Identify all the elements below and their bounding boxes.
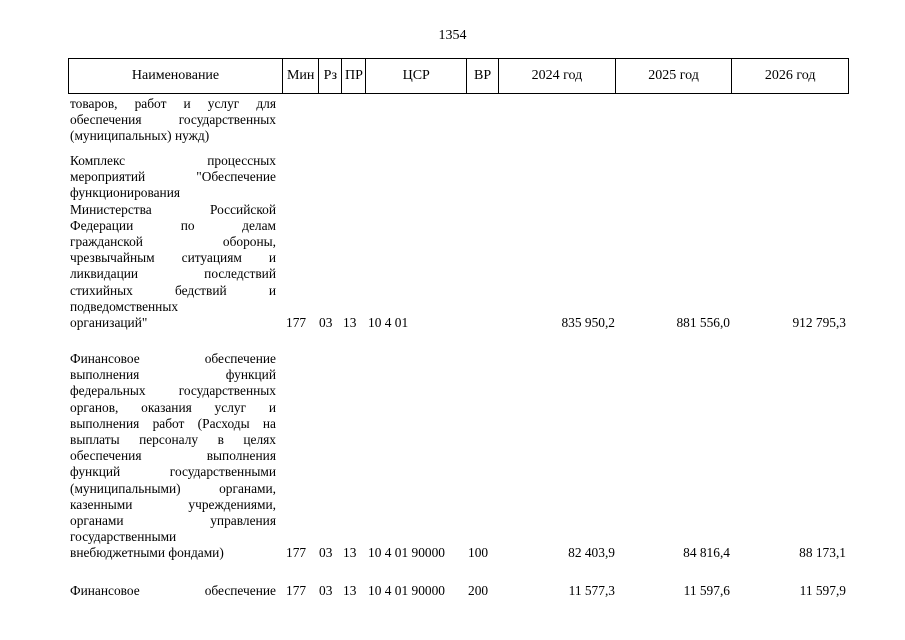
row-2025: 11 597,6 — [683, 583, 730, 598]
row-2024: 11 577,3 — [568, 583, 615, 598]
row-name-line: Комплекс процессных — [70, 153, 276, 168]
row-name-line: стихийных бедствий и — [70, 282, 276, 298]
row-name-line: Федерации по делам — [70, 217, 276, 233]
row-2025: 84 816,4 — [683, 545, 730, 561]
row-pr: 13 — [343, 315, 357, 330]
header-2025: 2025 год — [615, 59, 732, 94]
row-name-line: выполнения работ (Расходы на — [70, 415, 276, 431]
row-2024: 835 950,2 — [561, 315, 615, 330]
row-pr: 13 — [343, 583, 357, 598]
table-header — [68, 58, 849, 94]
row-name — [70, 583, 276, 599]
row-name — [70, 351, 276, 561]
row-2026: 11 597,9 — [799, 583, 846, 598]
row-name-line: государственными — [70, 529, 177, 545]
row-name-line: Финансовое обеспечение — [70, 583, 276, 598]
row-csr: 10 4 01 — [368, 315, 409, 330]
page-number: 1354 — [438, 28, 467, 43]
row-name-line: выполнения функций — [70, 367, 276, 383]
row-rz: 03 — [319, 315, 333, 330]
row-name-line: федеральных государственных — [70, 383, 276, 399]
row-pr: 13 — [343, 545, 357, 561]
header-name: Наименование — [69, 59, 283, 94]
row-2026: 88 173,1 — [799, 545, 846, 561]
row-name-line: обеспечения выполнения — [70, 448, 276, 464]
row-name-line: органами управления — [70, 512, 276, 528]
row-2025: 881 556,0 — [676, 315, 730, 330]
row-min: 177 — [286, 315, 307, 330]
row-min: 177 — [286, 545, 307, 561]
row-vr: 100 — [468, 545, 489, 561]
header-rz: Рз — [319, 59, 342, 94]
row-name-line: обеспечения государственных — [70, 112, 276, 128]
row-name-line: выплаты персоналу в целях — [70, 431, 276, 447]
row-2024: 82 403,9 — [568, 545, 615, 561]
row-min: 177 — [286, 583, 307, 598]
row-name-line: функций государственными — [70, 464, 276, 480]
header-2024: 2024 год — [499, 59, 616, 94]
row-name-line: (муниципальных) нужд) — [70, 128, 210, 144]
header-pr: ПР — [342, 59, 366, 94]
row-name — [70, 153, 276, 331]
row-name-line: товаров, работ и услуг для — [70, 96, 276, 111]
row-name-line: чрезвычайным ситуациям и — [70, 250, 276, 266]
row-name-line: организаций" — [70, 314, 148, 330]
row-name-line: (муниципальными) органами, — [70, 480, 276, 496]
row-vr: 200 — [468, 583, 489, 598]
header-csr: ЦСР — [366, 59, 467, 94]
row-name-line: внебюджетными фондами) — [70, 545, 224, 561]
row-csr: 10 4 01 90000 — [368, 545, 445, 561]
header-vr: ВР — [466, 59, 498, 94]
row-name-line: мероприятий "Обеспечение — [70, 169, 276, 185]
row-2026: 912 795,3 — [792, 315, 846, 330]
row-name-line: подведомственных — [70, 298, 179, 314]
row-name-line: гражданской обороны, — [70, 233, 276, 249]
header-min: Мин — [283, 59, 319, 94]
row-rz: 03 — [319, 545, 333, 561]
row-name-line: функционирования — [70, 185, 181, 201]
row-name-line: Финансовое обеспечение — [70, 351, 276, 366]
header-2026: 2026 год — [732, 59, 849, 94]
row-name-line: органов, оказания услуг и — [70, 399, 276, 415]
row-name — [70, 96, 276, 145]
row-name-line: Министерства Российской — [70, 201, 276, 217]
row-csr: 10 4 01 90000 — [368, 583, 445, 598]
row-name-line: казенными учреждениями, — [70, 496, 276, 512]
row-rz: 03 — [319, 583, 333, 598]
row-name-line: ликвидации последствий — [70, 266, 276, 282]
